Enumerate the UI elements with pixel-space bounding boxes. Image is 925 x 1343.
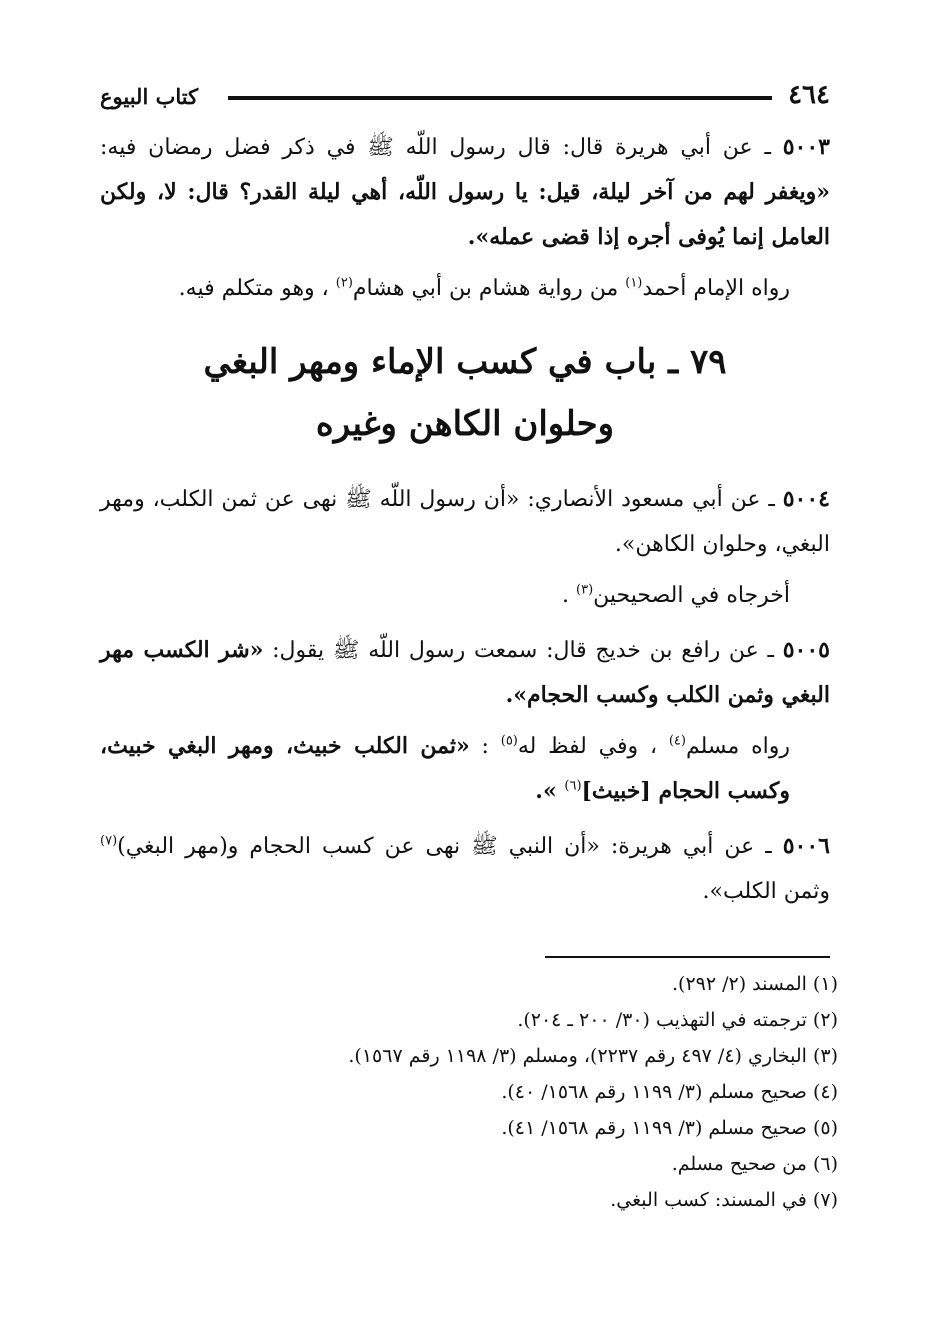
footnote-6: (٦) من صحيح مسلم.: [671, 1153, 838, 1175]
hadith-quote: «شر الكسب مهر البغي وثمن الكلب وكسب الحجام».: [100, 637, 830, 708]
source-text: :: [469, 734, 501, 759]
footnote-3: (٣) البخاري (٤/ ٤٩٧ رقم ٢٢٣٧)، ومسلم (٣/ ١١٩٨ رقم ١٥٦٧).: [348, 1045, 838, 1067]
footnote-ref-2: (٢): [335, 275, 353, 291]
hadith-quote: «ويغفر لهم من آخر ليلة، قيل: يا رسول اللّه، أهي ليلة القدر؟ قال: لا، ولكن العامل إنما يُوفى أجره إذا قضى عمله».: [100, 179, 830, 250]
hadith-5003: [100, 125, 830, 260]
book-title: كتاب البيوع: [100, 84, 199, 109]
hadith-5005-source: [100, 724, 830, 814]
source-quote: «ثمن الكلب خبيث، ومهر البغي خبيث، وكسب الحجام [خبيث]: [100, 733, 790, 804]
chapter-heading: [100, 331, 830, 455]
footnote-7: (٧) في المسند: كسب البغي.: [610, 1189, 838, 1211]
footnote-5: (٥) صحيح مسلم (٣/ ١١٩٩ رقم ١٥٦٨/ ٤١).: [501, 1117, 838, 1139]
hadith-number: ٥٠٠٤: [782, 486, 830, 512]
footnote-ref-6: (٦): [564, 778, 582, 794]
hadith-text: ـ عن أبي مسعود الأنصاري: «أن رسول اللّه ﷺ نهى عن ثمن الكلب، ومهر البغي، وحلوان الكاهن».: [100, 487, 830, 557]
hadith-5004-source: [100, 573, 830, 618]
chapter-heading-line-2: وحلوان الكاهن وغيره: [315, 404, 615, 444]
chapter-heading-line-1: ٧٩ ـ باب في كسب الإماء ومهر البغي: [203, 342, 727, 382]
hadith-5005: [100, 628, 830, 718]
page-body: [100, 125, 830, 914]
footnote-separator: [545, 956, 830, 958]
source-text: ، وفي لفظ له: [517, 734, 669, 759]
source-text: أخرجاه في الصحيحين: [593, 583, 790, 608]
source-text: .: [562, 583, 577, 608]
hadith-5003-source: [100, 266, 830, 311]
page-header: [100, 78, 830, 118]
hadith-5004: [100, 477, 830, 567]
footnote-2: (٢) ترجمته في التهذيب (٣٠/ ٢٠٠ ـ ٢٠٤).: [517, 1009, 838, 1031]
page-number: ٤٦٤: [788, 80, 830, 110]
footnote-ref-5: (٥): [500, 733, 518, 749]
source-text: ، وهو متكلم فيه.: [178, 276, 336, 301]
hadith-text: وثمن الكلب».: [702, 879, 830, 904]
footnote-ref-1: (١): [625, 275, 643, 291]
hadith-number: ٥٠٠٦: [782, 833, 830, 859]
hadith-number: ٥٠٠٥: [782, 637, 830, 663]
source-text: من رواية هشام بن أبي هشام: [352, 276, 626, 301]
source-text: رواه مسلم: [685, 734, 790, 759]
hadith-number: ٥٠٠٣: [782, 134, 830, 160]
footnote-4: (٤) صحيح مسلم (٣/ ١١٩٩ رقم ١٥٦٨/ ٤٠).: [501, 1081, 838, 1103]
hadith-text: ـ عن أبي هريرة: «أن النبي ﷺ نهى عن كسب الحجام و(مهر البغي): [117, 834, 783, 859]
source-text: رواه الإمام أحمد: [642, 276, 790, 301]
hadith-5006: [100, 824, 830, 914]
hadith-text: ـ عن أبي هريرة قال: قال رسول اللّه ﷺ في ذكر فضل رمضان فيه:: [100, 135, 783, 160]
footnote-1: (١) المسند (٢/ ٢٩٢).: [671, 973, 838, 995]
footnote-ref-7: (٧): [100, 833, 118, 849]
header-rule: [228, 96, 772, 100]
footnote-ref-4: (٤): [668, 733, 686, 749]
footnotes: [100, 966, 838, 1218]
source-text: ».: [535, 778, 565, 804]
footnote-ref-3: (٣): [576, 582, 594, 598]
hadith-text: ـ عن رافع بن خديج قال: سمعت رسول اللّه ﷺ يقول:: [263, 638, 783, 663]
